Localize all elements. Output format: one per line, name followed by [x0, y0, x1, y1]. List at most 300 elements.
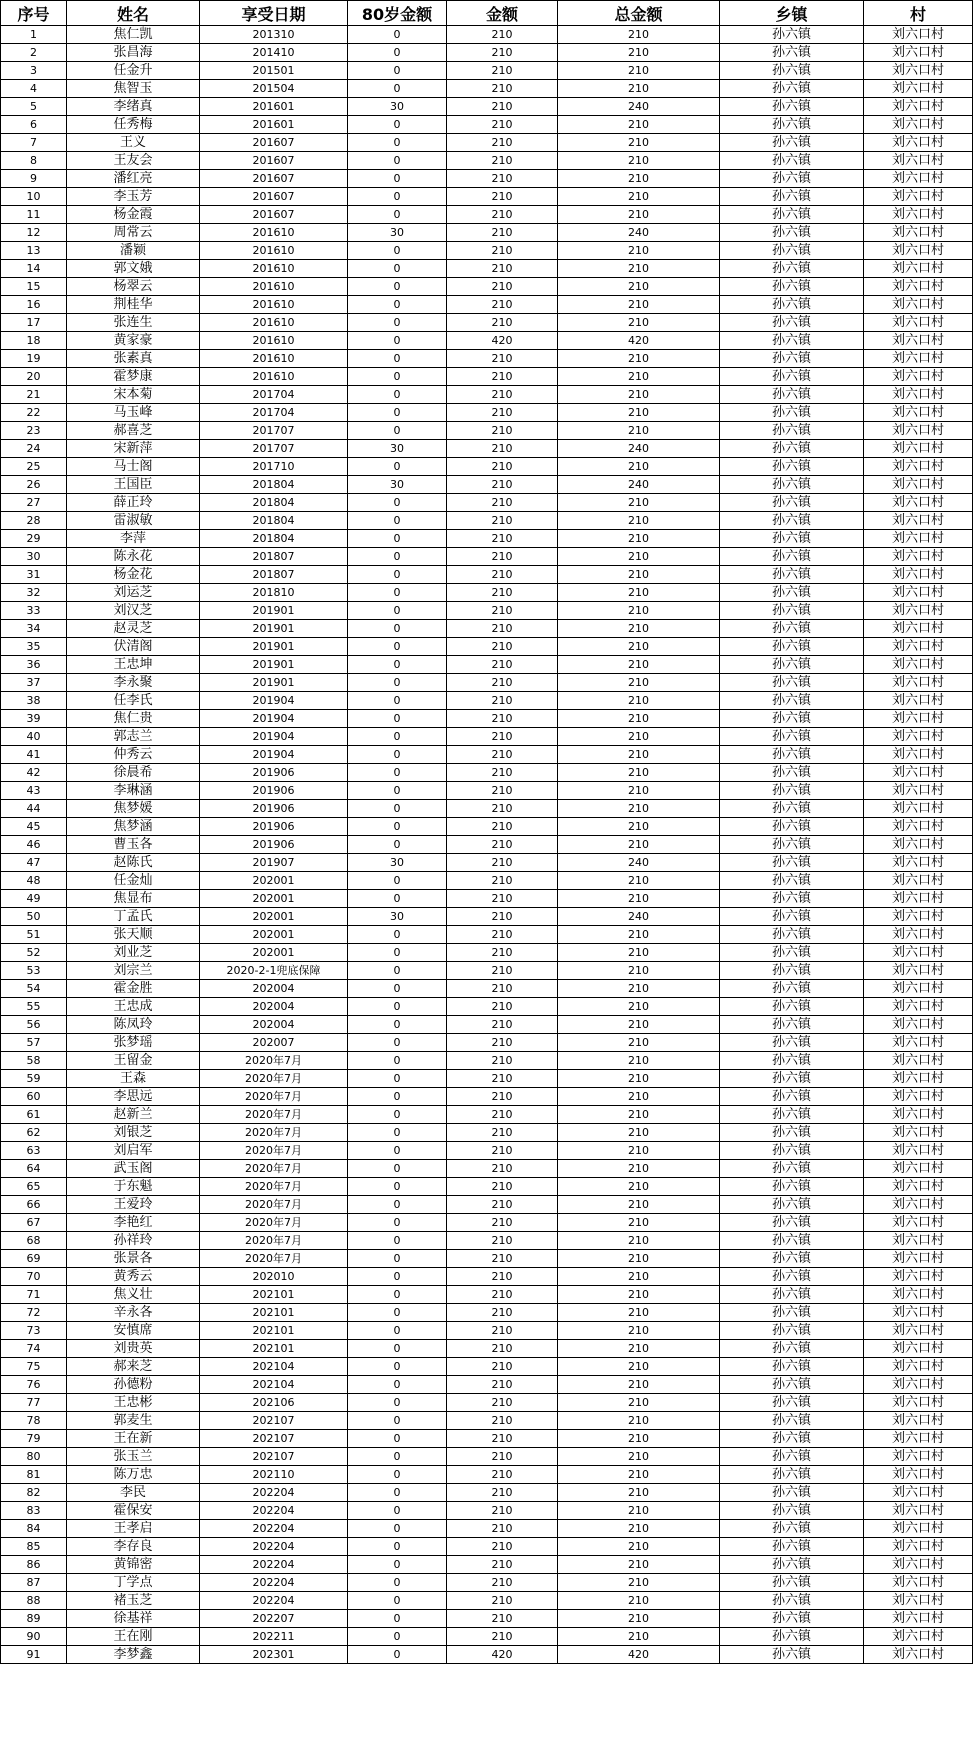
cell-village: 刘六口村: [864, 638, 973, 656]
cell-village: 刘六口村: [864, 260, 973, 278]
cell-name: 武玉阁: [67, 1160, 200, 1178]
cell-total: 210: [558, 1376, 720, 1394]
table-row: [1, 80, 973, 98]
cell-amount: 210: [447, 1358, 558, 1376]
header-township: 乡镇: [720, 1, 864, 26]
cell-township: 孙六镇: [720, 1592, 864, 1610]
cell-amount: 210: [447, 1106, 558, 1124]
cell-village: 刘六口村: [864, 1052, 973, 1070]
table-row: [1, 800, 973, 818]
cell-township: 孙六镇: [720, 836, 864, 854]
cell-amount: 210: [447, 404, 558, 422]
cell-township: 孙六镇: [720, 1466, 864, 1484]
header-date: 享受日期: [200, 1, 348, 26]
table-row: [1, 1430, 973, 1448]
cell-name: 王友会: [67, 152, 200, 170]
cell-age80-amount: 0: [348, 656, 447, 674]
cell-age80-amount: 0: [348, 710, 447, 728]
cell-township: 孙六镇: [720, 746, 864, 764]
cell-date: 201610: [200, 260, 348, 278]
header-row: [1, 1, 973, 26]
cell-age80-amount: 0: [348, 1394, 447, 1412]
cell-village: 刘六口村: [864, 242, 973, 260]
table-row: [1, 296, 973, 314]
cell-amount: 210: [447, 710, 558, 728]
cell-age80-amount: 0: [348, 1574, 447, 1592]
cell-date: 201610: [200, 368, 348, 386]
cell-amount: 210: [447, 1178, 558, 1196]
cell-amount: 210: [447, 1160, 558, 1178]
cell-amount: 210: [447, 1340, 558, 1358]
cell-township: 孙六镇: [720, 1106, 864, 1124]
cell-index: 14: [1, 260, 67, 278]
cell-township: 孙六镇: [720, 620, 864, 638]
table-row: [1, 674, 973, 692]
cell-name: 焦显布: [67, 890, 200, 908]
cell-total: 210: [558, 494, 720, 512]
cell-index: 80: [1, 1448, 67, 1466]
cell-index: 5: [1, 98, 67, 116]
cell-age80-amount: 0: [348, 638, 447, 656]
cell-index: 30: [1, 548, 67, 566]
cell-township: 孙六镇: [720, 1448, 864, 1466]
cell-index: 53: [1, 962, 67, 980]
cell-name: 陈万忠: [67, 1466, 200, 1484]
cell-township: 孙六镇: [720, 494, 864, 512]
cell-amount: 420: [447, 1646, 558, 1664]
cell-total: 210: [558, 962, 720, 980]
cell-index: 74: [1, 1340, 67, 1358]
cell-name: 任金灿: [67, 872, 200, 890]
cell-index: 66: [1, 1196, 67, 1214]
cell-township: 孙六镇: [720, 278, 864, 296]
cell-amount: 210: [447, 620, 558, 638]
cell-village: 刘六口村: [864, 494, 973, 512]
cell-age80-amount: 0: [348, 62, 447, 80]
cell-index: 68: [1, 1232, 67, 1250]
cell-age80-amount: 0: [348, 170, 447, 188]
cell-township: 孙六镇: [720, 800, 864, 818]
cell-name: 李梦鑫: [67, 1646, 200, 1664]
cell-township: 孙六镇: [720, 674, 864, 692]
table-row: [1, 944, 973, 962]
table-row: [1, 1196, 973, 1214]
table-row: [1, 764, 973, 782]
cell-name: 荆桂华: [67, 296, 200, 314]
cell-name: 李思远: [67, 1088, 200, 1106]
cell-township: 孙六镇: [720, 170, 864, 188]
cell-age80-amount: 0: [348, 296, 447, 314]
table-row: [1, 386, 973, 404]
cell-index: 51: [1, 926, 67, 944]
cell-age80-amount: 0: [348, 1268, 447, 1286]
cell-date: 201901: [200, 620, 348, 638]
cell-total: 240: [558, 98, 720, 116]
cell-name: 王忠成: [67, 998, 200, 1016]
cell-township: 孙六镇: [720, 1646, 864, 1664]
cell-total: 210: [558, 1520, 720, 1538]
cell-index: 21: [1, 386, 67, 404]
table-row: [1, 404, 973, 422]
cell-amount: 210: [447, 746, 558, 764]
cell-index: 18: [1, 332, 67, 350]
cell-index: 39: [1, 710, 67, 728]
cell-date: 202007: [200, 1034, 348, 1052]
table-row: [1, 656, 973, 674]
cell-age80-amount: 0: [348, 350, 447, 368]
cell-township: 孙六镇: [720, 1178, 864, 1196]
cell-index: 27: [1, 494, 67, 512]
cell-township: 孙六镇: [720, 1574, 864, 1592]
cell-total: 210: [558, 170, 720, 188]
cell-township: 孙六镇: [720, 530, 864, 548]
cell-village: 刘六口村: [864, 314, 973, 332]
cell-village: 刘六口村: [864, 62, 973, 80]
cell-total: 210: [558, 1304, 720, 1322]
cell-township: 孙六镇: [720, 260, 864, 278]
table-row: [1, 116, 973, 134]
cell-total: 240: [558, 224, 720, 242]
cell-amount: 210: [447, 44, 558, 62]
cell-amount: 210: [447, 1502, 558, 1520]
cell-age80-amount: 30: [348, 440, 447, 458]
cell-total: 240: [558, 440, 720, 458]
cell-name: 潘红亮: [67, 170, 200, 188]
cell-age80-amount: 0: [348, 962, 447, 980]
cell-amount: 210: [447, 314, 558, 332]
cell-total: 210: [558, 998, 720, 1016]
cell-township: 孙六镇: [720, 980, 864, 998]
cell-village: 刘六口村: [864, 170, 973, 188]
table-row: [1, 206, 973, 224]
cell-amount: 210: [447, 638, 558, 656]
cell-village: 刘六口村: [864, 350, 973, 368]
cell-total: 210: [558, 1160, 720, 1178]
cell-name: 焦仁凯: [67, 26, 200, 44]
cell-name: 刘宗兰: [67, 962, 200, 980]
cell-date: 2020年7月: [200, 1232, 348, 1250]
cell-total: 210: [558, 260, 720, 278]
cell-date: 201707: [200, 440, 348, 458]
cell-amount: 210: [447, 890, 558, 908]
table-row: [1, 458, 973, 476]
cell-index: 4: [1, 80, 67, 98]
cell-index: 59: [1, 1070, 67, 1088]
cell-village: 刘六口村: [864, 1430, 973, 1448]
cell-township: 孙六镇: [720, 404, 864, 422]
cell-township: 孙六镇: [720, 80, 864, 98]
cell-amount: 210: [447, 800, 558, 818]
cell-village: 刘六口村: [864, 1538, 973, 1556]
cell-index: 29: [1, 530, 67, 548]
cell-index: 50: [1, 908, 67, 926]
cell-index: 35: [1, 638, 67, 656]
cell-total: 420: [558, 332, 720, 350]
cell-index: 43: [1, 782, 67, 800]
cell-date: 2020年7月: [200, 1250, 348, 1268]
cell-total: 210: [558, 1322, 720, 1340]
table-row: [1, 1016, 973, 1034]
cell-date: 202107: [200, 1430, 348, 1448]
cell-total: 210: [558, 152, 720, 170]
table-row: [1, 188, 973, 206]
cell-township: 孙六镇: [720, 224, 864, 242]
table-row: [1, 890, 973, 908]
cell-township: 孙六镇: [720, 26, 864, 44]
cell-township: 孙六镇: [720, 710, 864, 728]
cell-village: 刘六口村: [864, 1196, 973, 1214]
cell-total: 210: [558, 1142, 720, 1160]
header-age80-amount: 80岁金额: [348, 1, 447, 26]
cell-index: 52: [1, 944, 67, 962]
cell-date: 201607: [200, 206, 348, 224]
table-row: [1, 1466, 973, 1484]
cell-age80-amount: 0: [348, 1502, 447, 1520]
cell-index: 62: [1, 1124, 67, 1142]
cell-age80-amount: 0: [348, 1286, 447, 1304]
cell-amount: 210: [447, 512, 558, 530]
cell-index: 45: [1, 818, 67, 836]
cell-township: 孙六镇: [720, 458, 864, 476]
cell-index: 49: [1, 890, 67, 908]
table-row: [1, 1592, 973, 1610]
table-row: [1, 1286, 973, 1304]
cell-village: 刘六口村: [864, 566, 973, 584]
cell-village: 刘六口村: [864, 1142, 973, 1160]
table-row: [1, 1412, 973, 1430]
cell-village: 刘六口村: [864, 224, 973, 242]
cell-index: 24: [1, 440, 67, 458]
cell-name: 刘业芝: [67, 944, 200, 962]
cell-name: 陈凤玲: [67, 1016, 200, 1034]
table-row: [1, 746, 973, 764]
cell-age80-amount: 0: [348, 800, 447, 818]
cell-township: 孙六镇: [720, 782, 864, 800]
cell-village: 刘六口村: [864, 404, 973, 422]
cell-total: 210: [558, 188, 720, 206]
table-row: [1, 44, 973, 62]
cell-village: 刘六口村: [864, 1394, 973, 1412]
cell-age80-amount: 0: [348, 188, 447, 206]
table-row: [1, 1358, 973, 1376]
cell-name: 王在新: [67, 1430, 200, 1448]
cell-township: 孙六镇: [720, 242, 864, 260]
cell-name: 王爱玲: [67, 1196, 200, 1214]
cell-index: 26: [1, 476, 67, 494]
cell-total: 210: [558, 890, 720, 908]
table-row: [1, 1178, 973, 1196]
cell-index: 85: [1, 1538, 67, 1556]
cell-amount: 210: [447, 260, 558, 278]
cell-index: 6: [1, 116, 67, 134]
cell-name: 曹玉各: [67, 836, 200, 854]
cell-age80-amount: 30: [348, 908, 447, 926]
cell-township: 孙六镇: [720, 1376, 864, 1394]
cell-village: 刘六口村: [864, 1646, 973, 1664]
cell-village: 刘六口村: [864, 800, 973, 818]
cell-index: 17: [1, 314, 67, 332]
cell-township: 孙六镇: [720, 1610, 864, 1628]
cell-township: 孙六镇: [720, 44, 864, 62]
cell-name: 杨金霞: [67, 206, 200, 224]
cell-township: 孙六镇: [720, 1520, 864, 1538]
cell-date: 202001: [200, 872, 348, 890]
cell-village: 刘六口村: [864, 1034, 973, 1052]
cell-village: 刘六口村: [864, 836, 973, 854]
cell-township: 孙六镇: [720, 818, 864, 836]
cell-total: 210: [558, 818, 720, 836]
cell-township: 孙六镇: [720, 422, 864, 440]
cell-index: 10: [1, 188, 67, 206]
cell-total: 210: [558, 836, 720, 854]
cell-township: 孙六镇: [720, 368, 864, 386]
cell-name: 张昌海: [67, 44, 200, 62]
cell-index: 69: [1, 1250, 67, 1268]
cell-age80-amount: 0: [348, 530, 447, 548]
cell-date: 201904: [200, 746, 348, 764]
cell-name: 焦梦涵: [67, 818, 200, 836]
cell-total: 210: [558, 746, 720, 764]
cell-age80-amount: 0: [348, 1070, 447, 1088]
cell-date: 201707: [200, 422, 348, 440]
cell-amount: 210: [447, 98, 558, 116]
table-row: [1, 1628, 973, 1646]
cell-date: 202204: [200, 1484, 348, 1502]
cell-name: 刘汉芝: [67, 602, 200, 620]
cell-date: 202004: [200, 1016, 348, 1034]
cell-amount: 210: [447, 1628, 558, 1646]
cell-name: 张天顺: [67, 926, 200, 944]
cell-village: 刘六口村: [864, 890, 973, 908]
cell-age80-amount: 0: [348, 386, 447, 404]
cell-township: 孙六镇: [720, 206, 864, 224]
cell-amount: 210: [447, 728, 558, 746]
cell-date: 202001: [200, 908, 348, 926]
cell-age80-amount: 0: [348, 1484, 447, 1502]
cell-total: 210: [558, 206, 720, 224]
cell-township: 孙六镇: [720, 1484, 864, 1502]
cell-total: 210: [558, 1178, 720, 1196]
cell-name: 刘贵英: [67, 1340, 200, 1358]
cell-township: 孙六镇: [720, 1412, 864, 1430]
cell-age80-amount: 0: [348, 26, 447, 44]
cell-date: 202001: [200, 890, 348, 908]
cell-amount: 210: [447, 836, 558, 854]
table-row: [1, 1574, 973, 1592]
cell-total: 210: [558, 566, 720, 584]
table-row: [1, 1610, 973, 1628]
cell-township: 孙六镇: [720, 1430, 864, 1448]
cell-name: 李存良: [67, 1538, 200, 1556]
cell-index: 44: [1, 800, 67, 818]
cell-age80-amount: 0: [348, 206, 447, 224]
cell-township: 孙六镇: [720, 854, 864, 872]
cell-total: 210: [558, 1340, 720, 1358]
cell-age80-amount: 0: [348, 620, 447, 638]
cell-age80-amount: 0: [348, 872, 447, 890]
cell-index: 79: [1, 1430, 67, 1448]
cell-name: 黄锦密: [67, 1556, 200, 1574]
cell-age80-amount: 0: [348, 44, 447, 62]
cell-total: 210: [558, 422, 720, 440]
cell-village: 刘六口村: [864, 134, 973, 152]
cell-village: 刘六口村: [864, 1178, 973, 1196]
cell-index: 70: [1, 1268, 67, 1286]
cell-date: 201906: [200, 764, 348, 782]
cell-amount: 210: [447, 1466, 558, 1484]
cell-total: 210: [558, 1070, 720, 1088]
cell-total: 210: [558, 728, 720, 746]
cell-total: 210: [558, 692, 720, 710]
cell-name: 孙德粉: [67, 1376, 200, 1394]
cell-name: 赵陈氏: [67, 854, 200, 872]
cell-index: 8: [1, 152, 67, 170]
cell-age80-amount: 0: [348, 1088, 447, 1106]
cell-amount: 210: [447, 116, 558, 134]
cell-index: 73: [1, 1322, 67, 1340]
cell-age80-amount: 0: [348, 1142, 447, 1160]
cell-township: 孙六镇: [720, 1538, 864, 1556]
cell-village: 刘六口村: [864, 1232, 973, 1250]
cell-date: 201904: [200, 728, 348, 746]
cell-village: 刘六口村: [864, 368, 973, 386]
cell-age80-amount: 0: [348, 926, 447, 944]
cell-index: 11: [1, 206, 67, 224]
cell-age80-amount: 30: [348, 224, 447, 242]
cell-township: 孙六镇: [720, 908, 864, 926]
cell-date: 201906: [200, 836, 348, 854]
cell-date: 201610: [200, 332, 348, 350]
cell-index: 34: [1, 620, 67, 638]
table-row: [1, 854, 973, 872]
cell-amount: 210: [447, 26, 558, 44]
cell-total: 210: [558, 1106, 720, 1124]
cell-amount: 210: [447, 440, 558, 458]
cell-village: 刘六口村: [864, 1322, 973, 1340]
header-name: 姓名: [67, 1, 200, 26]
cell-name: 薛正玲: [67, 494, 200, 512]
cell-age80-amount: 0: [348, 1376, 447, 1394]
cell-total: 210: [558, 386, 720, 404]
cell-date: 202204: [200, 1538, 348, 1556]
cell-age80-amount: 30: [348, 854, 447, 872]
cell-index: 61: [1, 1106, 67, 1124]
cell-amount: 210: [447, 152, 558, 170]
cell-total: 210: [558, 1592, 720, 1610]
cell-date: 201904: [200, 692, 348, 710]
table-row: [1, 98, 973, 116]
cell-name: 刘启军: [67, 1142, 200, 1160]
cell-index: 82: [1, 1484, 67, 1502]
cell-total: 210: [558, 1124, 720, 1142]
cell-name: 伏清阁: [67, 638, 200, 656]
cell-name: 张玉兰: [67, 1448, 200, 1466]
cell-index: 41: [1, 746, 67, 764]
cell-age80-amount: 0: [348, 1052, 447, 1070]
cell-name: 安慎席: [67, 1322, 200, 1340]
cell-township: 孙六镇: [720, 1088, 864, 1106]
cell-township: 孙六镇: [720, 188, 864, 206]
cell-age80-amount: 0: [348, 890, 447, 908]
cell-township: 孙六镇: [720, 656, 864, 674]
cell-village: 刘六口村: [864, 188, 973, 206]
cell-index: 86: [1, 1556, 67, 1574]
cell-age80-amount: 0: [348, 116, 447, 134]
cell-name: 周常云: [67, 224, 200, 242]
cell-index: 72: [1, 1304, 67, 1322]
table-row: [1, 1448, 973, 1466]
cell-name: 王留金: [67, 1052, 200, 1070]
